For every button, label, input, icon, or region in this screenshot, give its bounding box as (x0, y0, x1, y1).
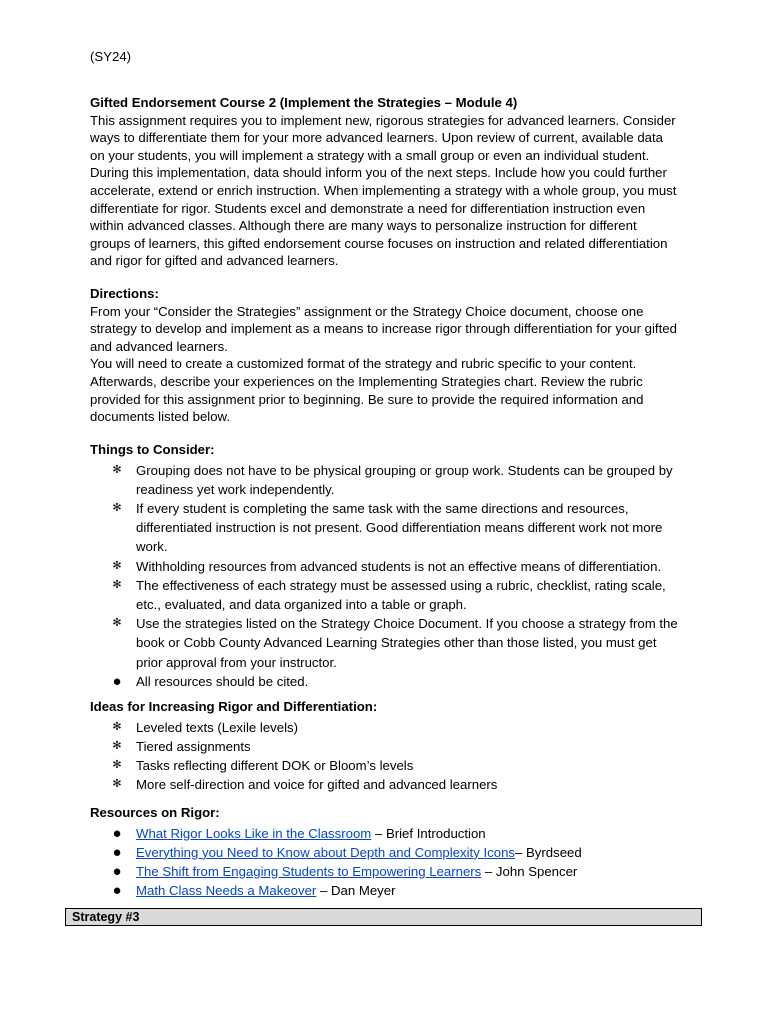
directions-paragraph-1: From your “Consider the Strategies” assignment or the Strategy Choice document, choose one strategy to develop and implement as a means to increase rigor through differentiation for your gifted and advanced learners. (90, 303, 677, 354)
resources-section (90, 804, 680, 900)
resources-heading: Resources on Rigor: (90, 805, 220, 820)
directions-heading: Directions: (90, 286, 159, 301)
list-item: ✻ Tiered assignments (90, 737, 680, 756)
list-item: ✻ Use the strategies listed on the Strategy Choice Document. If you choose a strategy from the book or Cobb County Advanced Learning Strategies other than those listed, you must get prior approval from your instructor. (90, 614, 680, 672)
list-item: ● The Shift from Engaging Students to Empowering Learners – John Spencer (90, 862, 680, 881)
list-item: ● Math Class Needs a Makeover – Dan Meyer (90, 881, 680, 900)
rigor-classroom-link[interactable]: What Rigor Looks Like in the Classroom (136, 825, 372, 841)
list-item: ● All resources should be cited. (90, 672, 680, 691)
dot-bullet-icon: ● (112, 824, 122, 842)
list-item: ✻ Withholding resources from advanced students is not an effective means of differentiation. (90, 557, 680, 576)
star-bullet-icon: ✻ (112, 739, 122, 752)
list-item: ✻ Tasks reflecting different DOK or Bloom’s levels (90, 756, 680, 775)
dot-bullet-icon: ● (112, 843, 122, 861)
dot-bullet-icon: ● (112, 672, 122, 690)
list-item: ● Everything you Need to Know about Depth and Complexity Icons– Byrdseed (90, 843, 680, 862)
dot-bullet-icon: ● (112, 863, 122, 880)
course-section (90, 94, 680, 270)
ideas-heading: Ideas for Increasing Rigor and Differentiation: (90, 699, 378, 714)
depth-complexity-link[interactable]: Everything you Need to Know about Depth and Complexity Icons (136, 844, 515, 860)
directions-paragraph-2: You will need to create a customized format of the strategy and rubric specific to your content. Afterwards, describe your experiences on the Implementing Strategies chart. Review the rubric provided for this assignment prior to beginning. Be sure to provide the required information and documents listed below. (90, 356, 644, 425)
directions-section (90, 285, 680, 426)
resources-list (90, 824, 680, 901)
star-bullet-icon: ✻ (112, 502, 122, 514)
course-title: Gifted Endorsement Course 2 (Implement the Strategies – Module 4) (90, 95, 518, 110)
star-bullet-icon: ✻ (112, 463, 122, 476)
list-item: ● What Rigor Looks Like in the Classroom – Brief Introduction (90, 824, 680, 843)
ideas-list (90, 718, 680, 795)
list-item: ✻ If every student is completing the same task with the same directions and resources, differentiated instruction is not present. Good differentiation means different work not more work. (90, 499, 680, 557)
star-bullet-icon: ✻ (112, 578, 122, 591)
engaging-empowering-link[interactable]: The Shift from Engaging Students to Empowering Learners (136, 864, 482, 879)
things-heading: Things to Consider: (90, 442, 215, 457)
sy-code: (SY24) (90, 49, 132, 64)
list-item: ✻ Grouping does not have to be physical grouping or group work. Students can be grouped by readiness yet work independently. (90, 461, 680, 499)
ideas-section (90, 698, 680, 794)
star-bullet-icon: ✻ (112, 720, 122, 733)
list-item: ✻ Leveled texts (Lexile levels) (90, 718, 680, 737)
strategy-header-bar: Strategy #3 (65, 908, 702, 926)
dot-bullet-icon: ● (112, 882, 122, 900)
star-bullet-icon: ✻ (112, 559, 122, 572)
math-makeover-link[interactable]: Math Class Needs a Makeover (136, 883, 317, 899)
things-list (90, 461, 680, 691)
star-bullet-icon: ✻ (112, 759, 122, 771)
star-bullet-icon: ✻ (112, 617, 122, 630)
list-item: ✻ More self-direction and voice for gifted and advanced learners (90, 775, 680, 794)
list-item: ✻ The effectiveness of each strategy must be assessed using a rubric, checklist, rating scale, etc., evaluated, and data organized into a table or graph. (90, 576, 680, 614)
things-section (90, 441, 680, 691)
course-intro: This assignment requires you to implement new, rigorous strategies for advanced learners. Consider ways to differentiate them for your more advanced learners. Upon review of current, available data on your students, you will implement a strategy with a small group or even an individual student. During this implementation, data should inform you of the next steps. Include how you could further accelerate, extend or enrich instruction. When implementing a strategy with a whole group, you must differentiate for rigor. Students excel and demonstrate a need for differentiation instruction even within advanced classes. Although there are many ways to personalize instruction for different groups of learners, this gifted endorsement course focuses on instruction and related differentiation and rigor for gifted and advanced learners. (90, 112, 677, 269)
star-bullet-icon: ✻ (112, 778, 122, 791)
